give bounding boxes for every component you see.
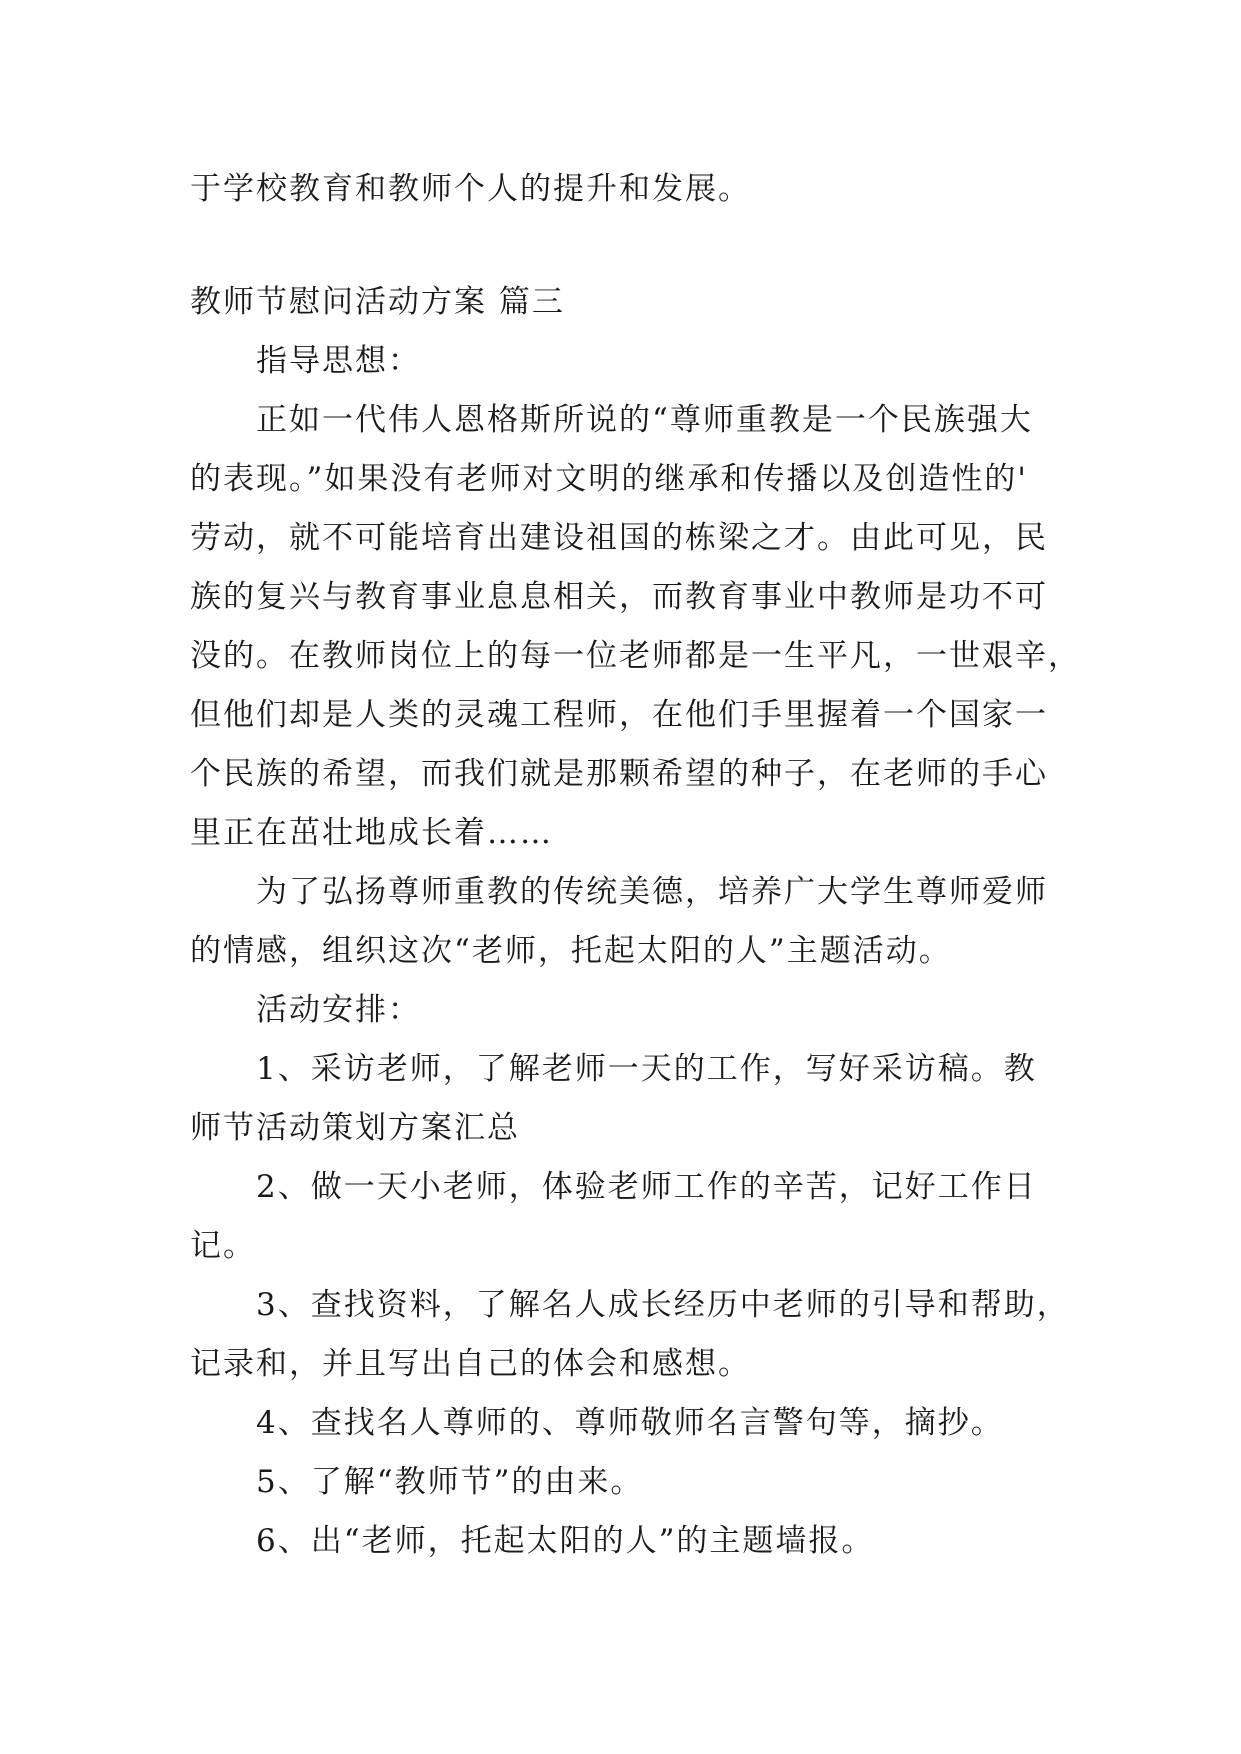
paragraph-line: 没的。在教师岗位上的每一位老师都是一生平凡，一世艰辛， [190,638,1081,674]
paragraph-line: 个民族的希望，而我们就是那颗希望的种子，在老师的手心 [190,756,1048,792]
list-item-line: 1、采访老师，了解老师一天的工作，写好采访稿。教 [256,1051,1037,1087]
activity-item-5: 5、了解“教师节”的由来。 [256,1464,644,1500]
paragraph-guiding-thought [190,391,1081,863]
continuation-line: 于学校教育和教师个人的提升和发展。 [190,171,751,207]
paragraph-line: 为了弘扬尊师重教的传统美德，培养广大学生尊师爱师 [256,874,1048,910]
paragraph-line: 族的复兴与教育事业息息相关，而教育事业中教师是功不可 [190,579,1048,615]
paragraph-line: 的表现。”如果没有老师对文明的继承和传播以及创造性的' [190,461,1028,497]
paragraph-line: 但他们却是人类的灵魂工程师，在他们手里握着一个国家一 [190,697,1048,733]
activity-item-6: 6、出“老师，托起太阳的人”的主题墙报。 [256,1523,875,1559]
list-item-line: 3、查找资料，了解名人成长经历中老师的引导和帮助， [256,1287,1070,1323]
list-item-line: 2、做一天小老师，体验老师工作的辛苦，记好工作日 [256,1169,1037,1205]
paragraph-line: 的情感，组织这次“老师，托起太阳的人”主题活动。 [190,933,952,969]
list-item-line: 记录和，并且写出自己的体会和感想。 [190,1346,751,1382]
paragraph-purpose [190,863,1052,981]
activity-heading: 活动安排： [256,992,421,1028]
paragraph-line: 正如一代伟人恩格斯所说的“尊师重教是一个民族强大 [256,402,1033,438]
activity-item-3 [190,1276,1070,1394]
activity-item-2 [190,1158,1052,1276]
paragraph-line: 里正在茁壮地成长着…… [190,815,553,851]
activity-item-1 [190,1040,1052,1158]
document-body [190,160,1081,1571]
section-title: 教师节慰问活动方案 篇三 [190,284,565,320]
list-item-line: 记。 [190,1228,256,1264]
activity-item-4: 4、查找名人尊师的、尊师敬师名言警句等，摘抄。 [256,1405,1004,1441]
paragraph-line: 劳动，就不可能培育出建设祖国的栋梁之才。由此可见，民 [190,520,1048,556]
guiding-heading: 指导思想： [256,343,421,379]
list-item-line: 师节活动策划方案汇总 [190,1110,520,1146]
